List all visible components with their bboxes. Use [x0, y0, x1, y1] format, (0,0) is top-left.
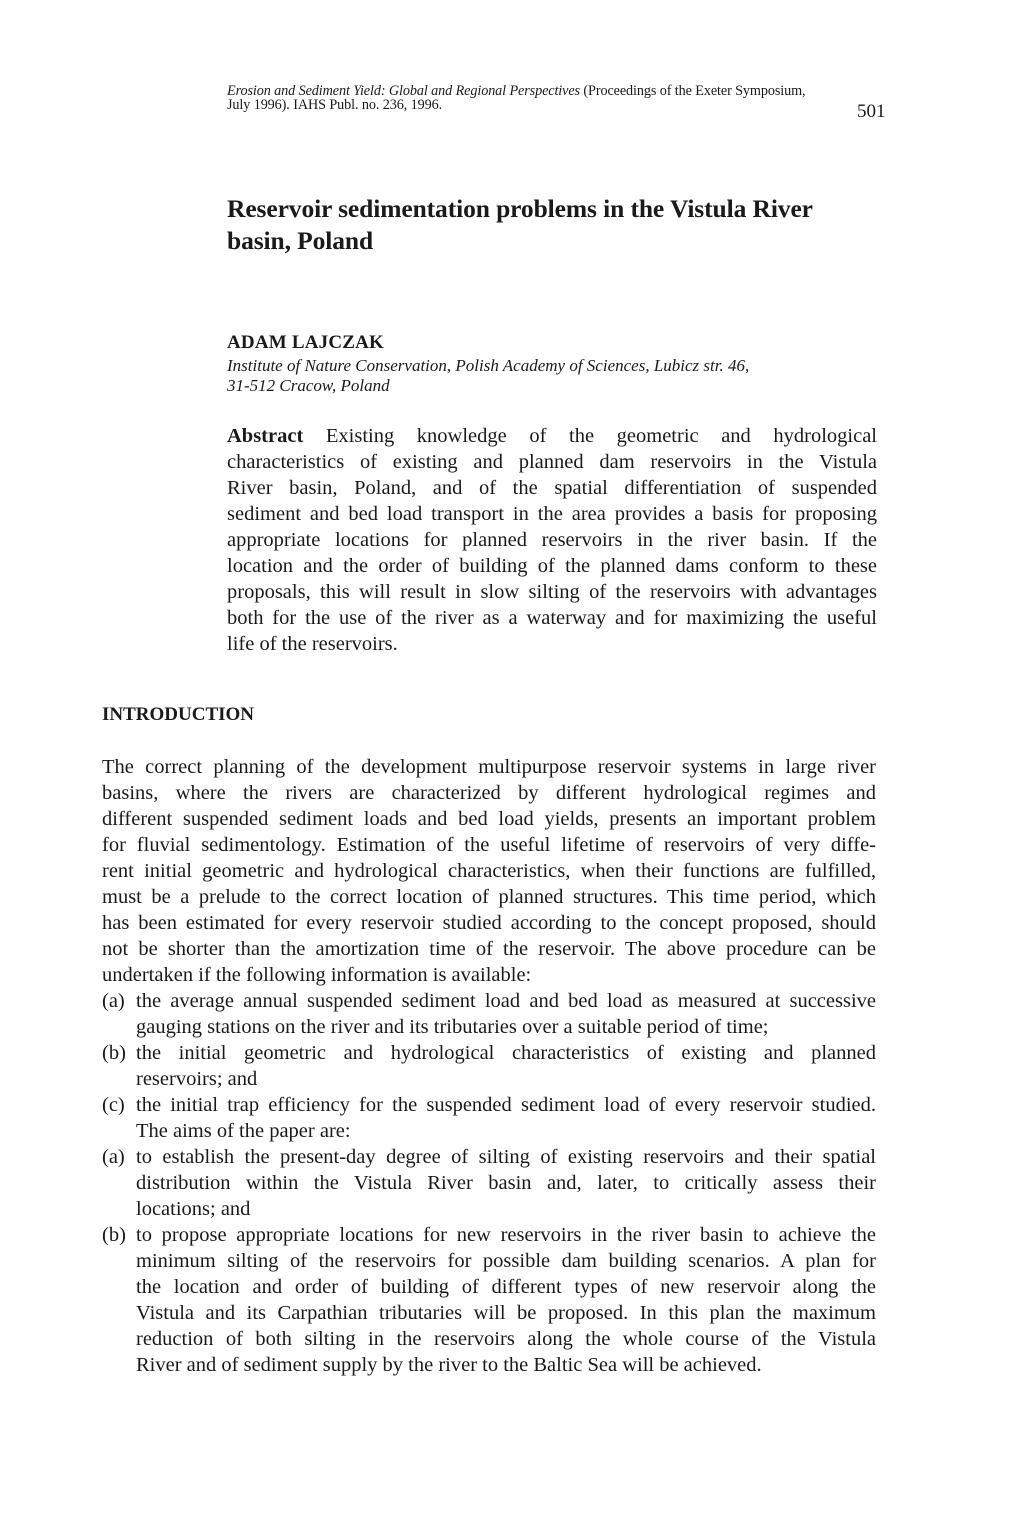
journal-title: Erosion and Sediment Yield: Global and Regional Perspectives	[227, 83, 580, 99]
abstract-label: Abstract	[227, 425, 304, 447]
paragraph-line: rent initial geometric and hydrological characteristics, when their functions are fulfilled,	[102, 860, 876, 882]
list-item-line: the initial geometric and hydrological characteristics of existing and planned	[136, 1042, 876, 1064]
list-item-line: River and of sediment supply by the river to the Baltic Sea will be achieved.	[136, 1354, 762, 1376]
paragraph-line: has been estimated for every reservoir studied according to the concept proposed, should	[102, 912, 876, 934]
title-line: Reservoir sedimentation problems in the Vistula River	[227, 194, 813, 223]
list-marker: (c)	[102, 1094, 125, 1116]
list-item-line: The aims of the paper are:	[136, 1120, 351, 1142]
abstract-line: proposals, this will result in slow silting of the reservoirs with advantages	[227, 581, 877, 603]
list-item-line: to propose appropriate locations for new reservoirs in the river basin to achieve the	[136, 1224, 876, 1246]
list-item-line: reservoirs; and	[136, 1068, 258, 1090]
paragraph-line: different suspended sediment loads and bed load yields, presents an important problem	[102, 808, 876, 830]
section-heading-introduction: INTRODUCTION	[102, 704, 255, 725]
introduction-paragraph	[102, 754, 876, 988]
abstract	[227, 423, 877, 657]
affiliation-line: 31-512 Cracow, Poland	[227, 376, 390, 395]
abstract-line: location and the order of building of the planned dams conform to these	[227, 555, 877, 577]
author-name: ADAM LAJCZAK	[227, 332, 385, 353]
running-head	[227, 84, 827, 112]
paragraph-line: The correct planning of the development multipurpose reservoir systems in large river	[102, 756, 876, 778]
abstract-line: sediment and bed load transport in the area provides a basis for proposing	[227, 503, 877, 525]
abstract-line	[227, 423, 877, 449]
aim-list-item	[102, 1144, 876, 1222]
affiliation-line: Institute of Nature Conservation, Polish Academy of Sciences, Lubicz str. 46,	[227, 356, 750, 375]
requirement-list-item	[102, 1040, 876, 1092]
introduction-body	[102, 754, 876, 1378]
list-item-line: gauging stations on the river and its tributaries over a suitable period of time;	[136, 1016, 769, 1038]
list-marker: (a)	[102, 990, 125, 1012]
requirement-list-item	[102, 988, 876, 1040]
list-item-line: Vistula and its Carpathian tributaries will be proposed. In this plan the maximum	[136, 1302, 876, 1324]
list-item-line: minimum silting of the reservoirs for possible dam building scenarios. A plan for	[136, 1250, 876, 1272]
list-item-line: distribution within the Vistula River basin and, later, to critically assess their	[136, 1172, 876, 1194]
list-item-line: locations; and	[136, 1198, 251, 1220]
list-marker: (b)	[102, 1224, 126, 1246]
title-line: basin, Poland	[227, 226, 374, 255]
list-marker: (b)	[102, 1042, 126, 1064]
abstract-line: River basin, Poland, and of the spatial differentiation of suspended	[227, 477, 877, 499]
list-marker: (a)	[102, 1146, 125, 1168]
list-item-line: the location and order of building of different types of new reservoir along the	[136, 1276, 876, 1298]
list-item-line: to establish the present-day degree of silting of existing reservoirs and their spatial	[136, 1146, 876, 1168]
list-item-line: reduction of both silting in the reservoirs along the whole course of the Vistula	[136, 1328, 876, 1350]
list-item-line: the average annual suspended sediment load and bed load as measured at successive	[136, 990, 876, 1012]
requirement-list-item	[102, 1092, 876, 1144]
abstract-line: both for the use of the river as a waterway and for maximizing the useful	[227, 607, 877, 629]
list-item-line: the initial trap efficiency for the suspended sediment load of every reservoir studied.	[136, 1094, 876, 1116]
abstract-line-text: Existing knowledge of the geometric and hydrological	[303, 425, 877, 447]
paragraph-line: for fluvial sedimentology. Estimation of the useful lifetime of reservoirs of very diffe-	[102, 834, 876, 856]
aim-list-item	[102, 1222, 876, 1378]
paragraph-line: basins, where the rivers are characterized by different hydrological regimes and	[102, 782, 876, 804]
page-number: 501	[857, 101, 886, 122]
abstract-line: characteristics of existing and planned dam reservoirs in the Vistula	[227, 451, 877, 473]
author-affiliation	[227, 356, 867, 396]
running-head-line-1	[227, 84, 827, 98]
abstract-line: life of the reservoirs.	[227, 633, 398, 655]
proceedings-note: (Proceedings of the Exeter Symposium,	[579, 83, 806, 99]
abstract-line: appropriate locations for planned reservoirs in the river basin. If the	[227, 529, 877, 551]
article-title	[227, 193, 887, 257]
paragraph-line: must be a prelude to the correct location of planned structures. This time period, which	[102, 886, 876, 908]
paragraph-line: undertaken if the following information is available:	[102, 964, 532, 986]
publication-line: July 1996). IAHS Publ. no. 236, 1996.	[227, 97, 443, 113]
paragraph-line: not be shorter than the amortization time of the reservoir. The above procedure can be	[102, 938, 876, 960]
